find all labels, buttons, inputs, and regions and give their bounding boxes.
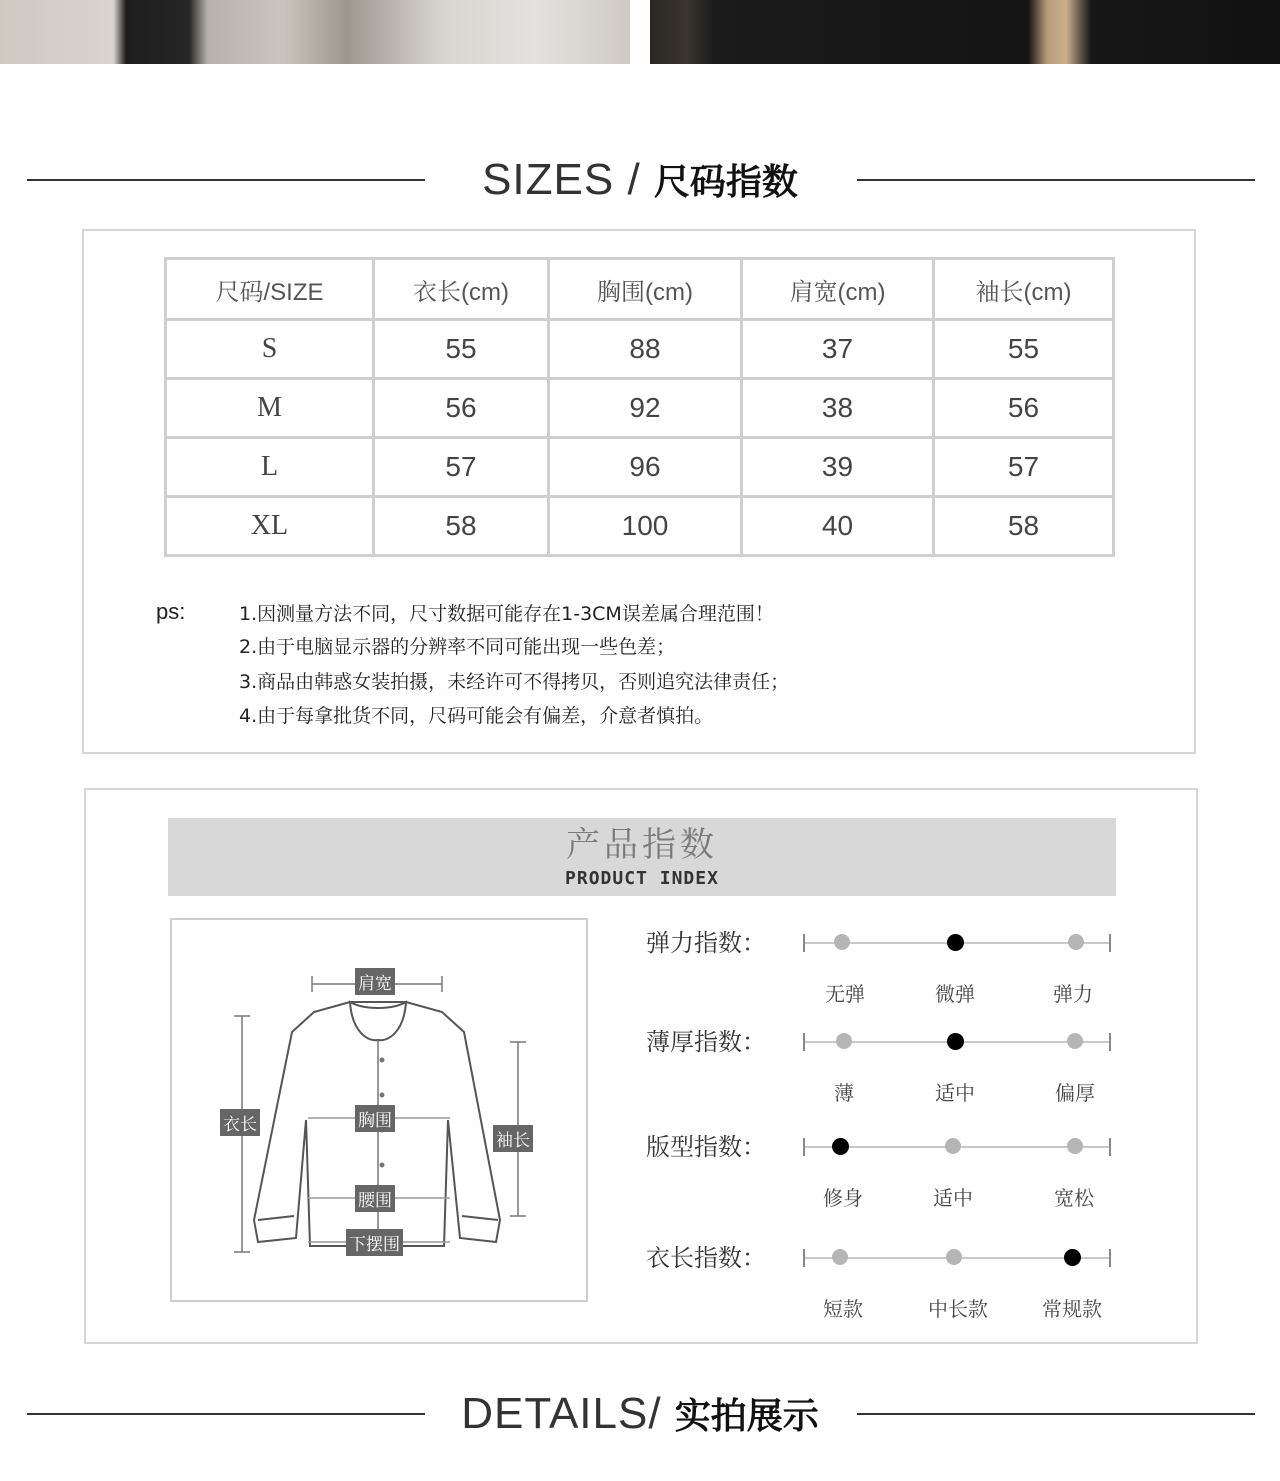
index-label: 弹力指数： xyxy=(646,929,766,957)
index-track xyxy=(803,1257,1111,1321)
size-cell: M xyxy=(166,379,374,438)
details-title-separator: / xyxy=(648,1389,675,1438)
note-line: 1.因测量方法不同，尺寸数据可能存在1-3CM误差属合理范围！ xyxy=(239,603,774,625)
chest-cell: 96 xyxy=(549,438,742,497)
index-option: 偏厚 xyxy=(1055,1081,1095,1105)
index-option: 短款 xyxy=(823,1297,863,1321)
index-dot-selected xyxy=(1064,1249,1081,1266)
track-end-tick xyxy=(803,1249,805,1267)
track-end-tick xyxy=(1109,1249,1111,1267)
product-photo-strip xyxy=(0,0,1280,64)
length-cell: 56 xyxy=(374,379,549,438)
index-dot xyxy=(836,1033,852,1049)
size-cell: L xyxy=(166,438,374,497)
index-dot xyxy=(1068,934,1084,950)
product-index-box xyxy=(84,788,1198,1344)
table-row xyxy=(166,497,1114,556)
length-cell: 57 xyxy=(374,438,549,497)
chest-cell: 92 xyxy=(549,379,742,438)
chest-cell: 88 xyxy=(549,320,742,379)
track-end-tick xyxy=(803,934,805,952)
index-option: 适中 xyxy=(933,1186,973,1210)
index-option: 无弹 xyxy=(825,982,865,1006)
track-end-tick xyxy=(1109,1138,1111,1156)
index-option: 微弹 xyxy=(935,982,975,1006)
index-option: 常规款 xyxy=(1042,1297,1102,1321)
diagram-label-shoulder: 肩宽 xyxy=(355,968,395,995)
diagram-label-chest: 胸围 xyxy=(355,1105,395,1132)
size-table xyxy=(164,257,1115,557)
details-title xyxy=(0,1384,1280,1453)
index-option: 修身 xyxy=(823,1186,863,1210)
index-dot xyxy=(945,1138,961,1154)
index-option: 适中 xyxy=(935,1081,975,1105)
details-section-header xyxy=(0,1384,1280,1444)
index-dot-selected xyxy=(947,934,964,951)
note-line: 4.由于每拿批货不同，尺码可能会有偏差，介意者慎拍。 xyxy=(239,705,714,727)
note-line: 3.商品由韩惑女装拍摄，未经许可不得拷贝，否则追究法律责任； xyxy=(239,671,790,693)
product-photo-right xyxy=(650,0,1280,64)
garment-measure-diagram xyxy=(170,918,588,1302)
index-dot xyxy=(1067,1138,1083,1154)
length-cell: 58 xyxy=(374,497,549,556)
index-option: 薄 xyxy=(834,1081,854,1105)
sleeve-cell: 55 xyxy=(934,320,1114,379)
sizes-title-cn: 尺码指数 xyxy=(653,162,798,203)
shoulder-cell: 40 xyxy=(742,497,934,556)
shoulder-cell: 37 xyxy=(742,320,934,379)
size-table-header: 袖长(cm) xyxy=(934,259,1114,320)
index-dot-selected xyxy=(832,1138,849,1155)
size-table-header-row xyxy=(166,259,1114,320)
size-cell: S xyxy=(166,320,374,379)
product-photo-left xyxy=(0,0,630,64)
product-index-banner xyxy=(168,818,1116,896)
table-row xyxy=(166,379,1114,438)
chest-cell: 100 xyxy=(549,497,742,556)
index-row-fit xyxy=(646,1130,1116,1210)
index-dot xyxy=(834,934,850,950)
diagram-label-sleeve: 袖长 xyxy=(493,1125,533,1152)
size-chart-box xyxy=(82,229,1196,754)
index-track xyxy=(803,1146,1111,1210)
product-index-title-cn: 产品指数 xyxy=(566,825,718,865)
table-row xyxy=(166,320,1114,379)
diagram-label-waist: 腰围 xyxy=(355,1185,395,1212)
sizes-section-header xyxy=(0,150,1280,210)
size-table-header: 衣长(cm) xyxy=(374,259,549,320)
diagram-label-hem: 下摆围 xyxy=(346,1229,403,1256)
size-table-header: 胸围(cm) xyxy=(549,259,742,320)
sleeve-cell: 58 xyxy=(934,497,1114,556)
size-cell: XL xyxy=(166,497,374,556)
sizes-title xyxy=(0,150,1280,219)
index-row-length xyxy=(646,1241,1116,1321)
index-row-thickness xyxy=(646,1025,1116,1105)
shoulder-cell: 38 xyxy=(742,379,934,438)
index-track xyxy=(803,1041,1111,1105)
length-cell: 55 xyxy=(374,320,549,379)
index-label: 版型指数： xyxy=(646,1133,766,1161)
size-table-header: 肩宽(cm) xyxy=(742,259,934,320)
index-row-elasticity xyxy=(646,926,1116,1006)
index-option: 宽松 xyxy=(1054,1186,1094,1210)
index-label: 衣长指数： xyxy=(646,1244,766,1272)
notes-prefix: ps: xyxy=(156,599,186,624)
track-end-tick xyxy=(803,1138,805,1156)
diagram-label-length: 衣长 xyxy=(220,1109,260,1136)
track-end-tick xyxy=(803,1033,805,1051)
sizes-title-en: SIZES xyxy=(482,155,615,204)
sleeve-cell: 56 xyxy=(934,379,1114,438)
product-index-title-en: PRODUCT INDEX xyxy=(565,868,719,889)
index-dot xyxy=(1067,1033,1083,1049)
track-end-tick xyxy=(1109,934,1111,952)
track-end-tick xyxy=(1109,1033,1111,1051)
table-row xyxy=(166,438,1114,497)
size-table-header: 尺码/SIZE xyxy=(166,259,374,320)
note-line: 2.由于电脑显示器的分辨率不同可能出现一些色差； xyxy=(239,636,676,658)
index-option: 弹力 xyxy=(1053,982,1093,1006)
index-dot xyxy=(832,1249,848,1265)
index-track xyxy=(803,942,1111,1006)
index-dot xyxy=(946,1249,962,1265)
index-option: 中长款 xyxy=(928,1297,988,1321)
sleeve-cell: 57 xyxy=(934,438,1114,497)
index-label: 薄厚指数： xyxy=(646,1028,766,1056)
sizes-title-separator: / xyxy=(614,155,654,204)
shoulder-cell: 39 xyxy=(742,438,934,497)
details-title-cn: 实拍展示 xyxy=(674,1396,819,1437)
index-dot-selected xyxy=(947,1033,964,1050)
details-title-en: DETAILS xyxy=(461,1389,649,1438)
